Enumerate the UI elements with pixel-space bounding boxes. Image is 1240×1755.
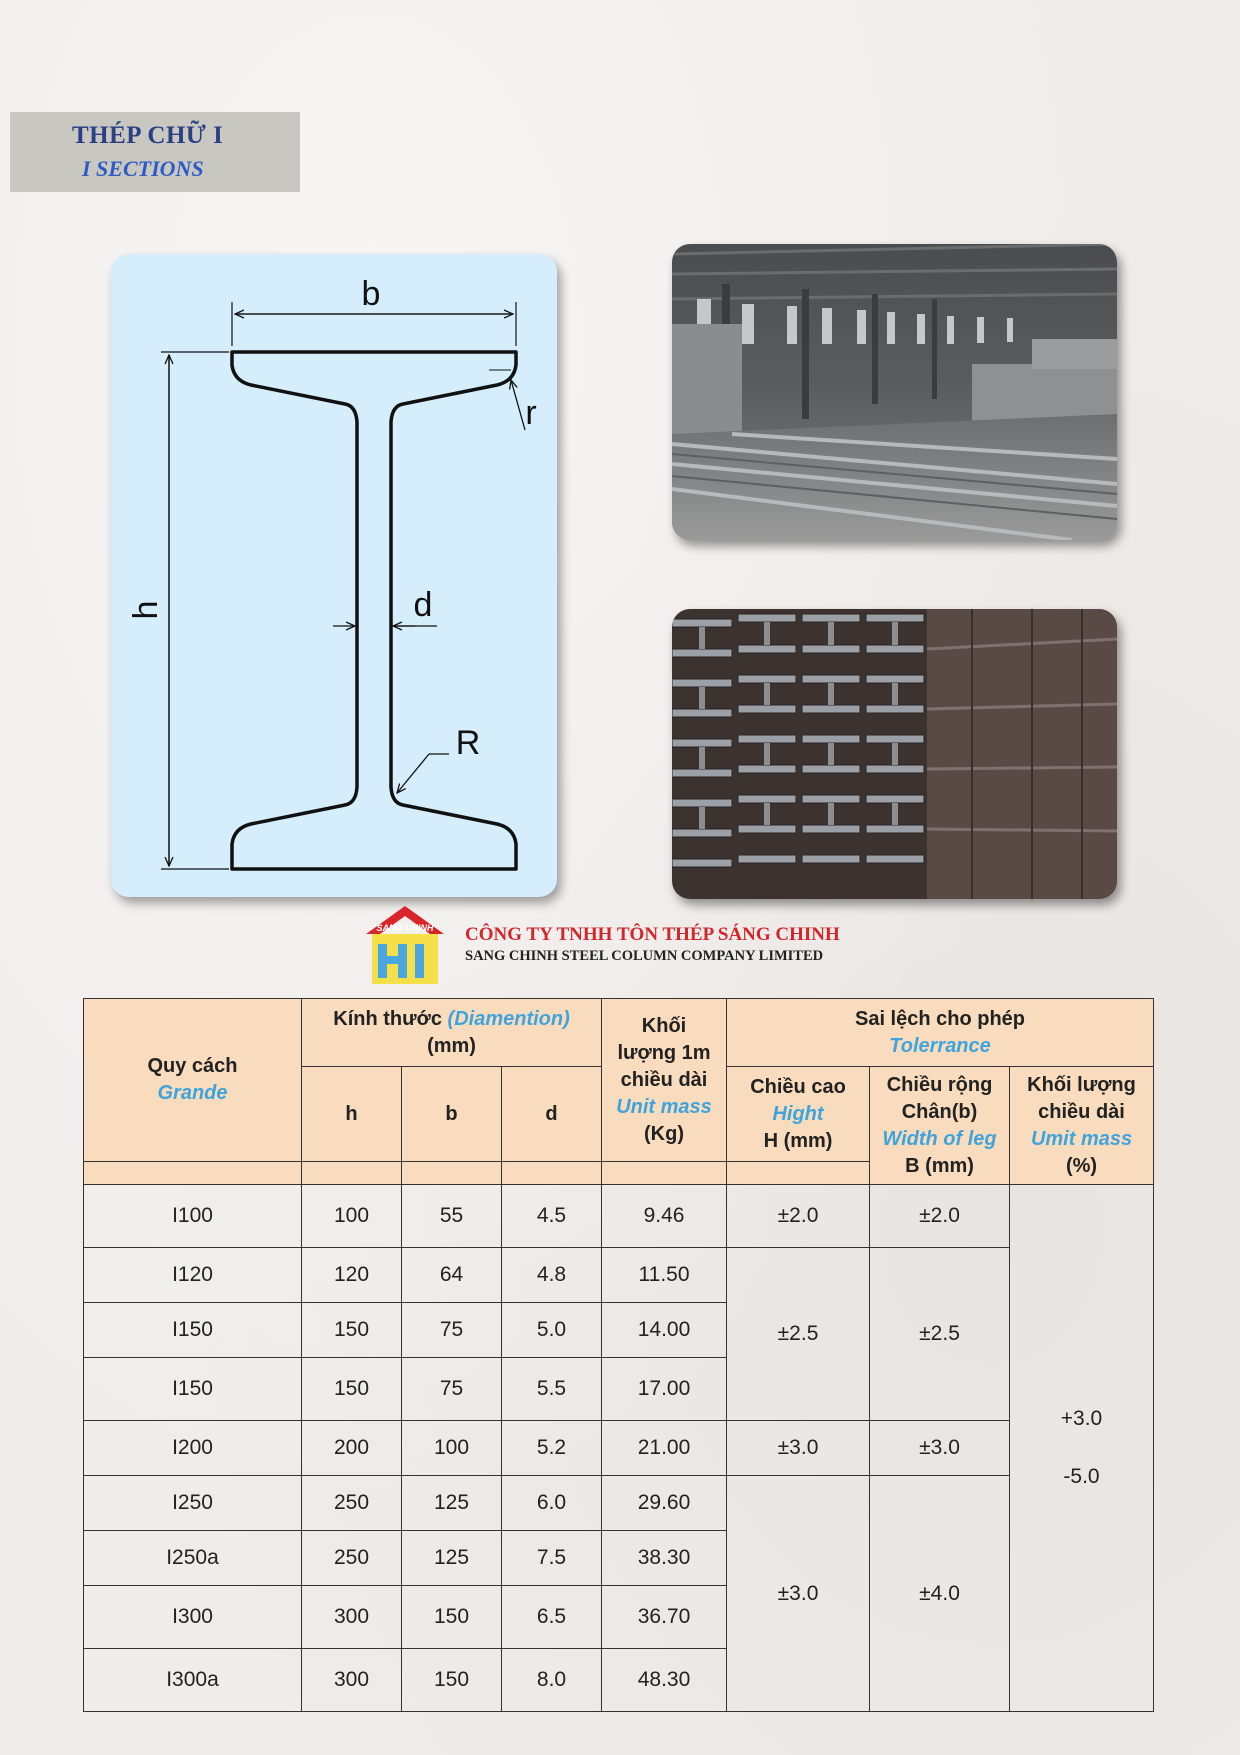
- tol-height-3: ±3.0: [727, 1421, 870, 1476]
- table-row: I250 250 125 6.0 29.60 ±3.0 ±4.0: [84, 1476, 1154, 1531]
- header-d: d: [502, 1067, 602, 1162]
- page-title: THÉP CHỮ I: [72, 122, 224, 149]
- header-unit-mass: Khối lượng 1m chiều dài Unit mass (Kg): [602, 999, 727, 1162]
- i-section-drawing: [111, 254, 557, 897]
- company-name-en: SANG CHINH STEEL COLUMN COMPANY LIMITED: [465, 948, 824, 964]
- beam-stack-photo: [672, 609, 1117, 899]
- label-d: d: [413, 586, 433, 624]
- header-b: b: [402, 1067, 502, 1162]
- tol-width-3: ±3.0: [870, 1421, 1010, 1476]
- logo-text: SANG CHINH: [376, 923, 434, 933]
- table-row: I200 200 100 5.2 21.00 ±3.0 ±3.0: [84, 1421, 1154, 1476]
- company-name-vn: CÔNG TY TNHH TÔN THÉP SÁNG CHINH: [465, 924, 840, 945]
- table-row: I120 120 64 4.8 11.50 ±2.5 ±2.5: [84, 1248, 1154, 1303]
- header-h: h: [302, 1067, 402, 1162]
- tol-height-1: ±2.0: [727, 1185, 870, 1248]
- table-row: I250a 250 125 7.5 38.30: [84, 1531, 1154, 1586]
- label-b: b: [361, 275, 381, 313]
- header-spec: Quy cách Grande: [84, 999, 302, 1162]
- i-section-diagram: [111, 254, 557, 897]
- label-h: h: [127, 600, 165, 620]
- label-R: R: [455, 724, 481, 762]
- label-r: r: [525, 394, 537, 432]
- table-row: I100 100 55 4.5 9.46 ±2.0 ±2.0 +3.0 -5.0: [84, 1185, 1154, 1248]
- company-logo: [360, 904, 450, 986]
- table-row: I150 150 75 5.5 17.00: [84, 1358, 1154, 1421]
- header-tolerance: Sai lệch cho phép Tolerrance: [727, 999, 1154, 1067]
- tol-height-4: ±3.0: [727, 1476, 870, 1712]
- header-width-tol: Chiều rộng Chân(b) Width of leg B (mm): [870, 1067, 1010, 1185]
- table-row: I150 150 75 5.0 14.00: [84, 1303, 1154, 1358]
- tol-height-2: ±2.5: [727, 1248, 870, 1421]
- header-height-tol: Chiều cao Hight H (mm): [727, 1067, 870, 1162]
- table-row: I300 300 150 6.5 36.70: [84, 1586, 1154, 1649]
- header-mass-tol: Khối lượng chiều dài Umit mass (%): [1010, 1067, 1154, 1185]
- tol-mass: +3.0 -5.0: [1010, 1185, 1154, 1712]
- page-subtitle: I SECTIONS: [82, 156, 204, 181]
- tol-width-4: ±4.0: [870, 1476, 1010, 1712]
- table-row: I300a 300 150 8.0 48.30: [84, 1649, 1154, 1712]
- spec-table: [83, 998, 1154, 1712]
- tol-width-2: ±2.5: [870, 1248, 1010, 1421]
- beam-outline: [232, 352, 516, 869]
- header-dimension: Kính thước (Diamention) (mm): [302, 999, 602, 1067]
- tol-width-1: ±2.0: [870, 1185, 1010, 1248]
- warehouse-photo: [672, 244, 1117, 540]
